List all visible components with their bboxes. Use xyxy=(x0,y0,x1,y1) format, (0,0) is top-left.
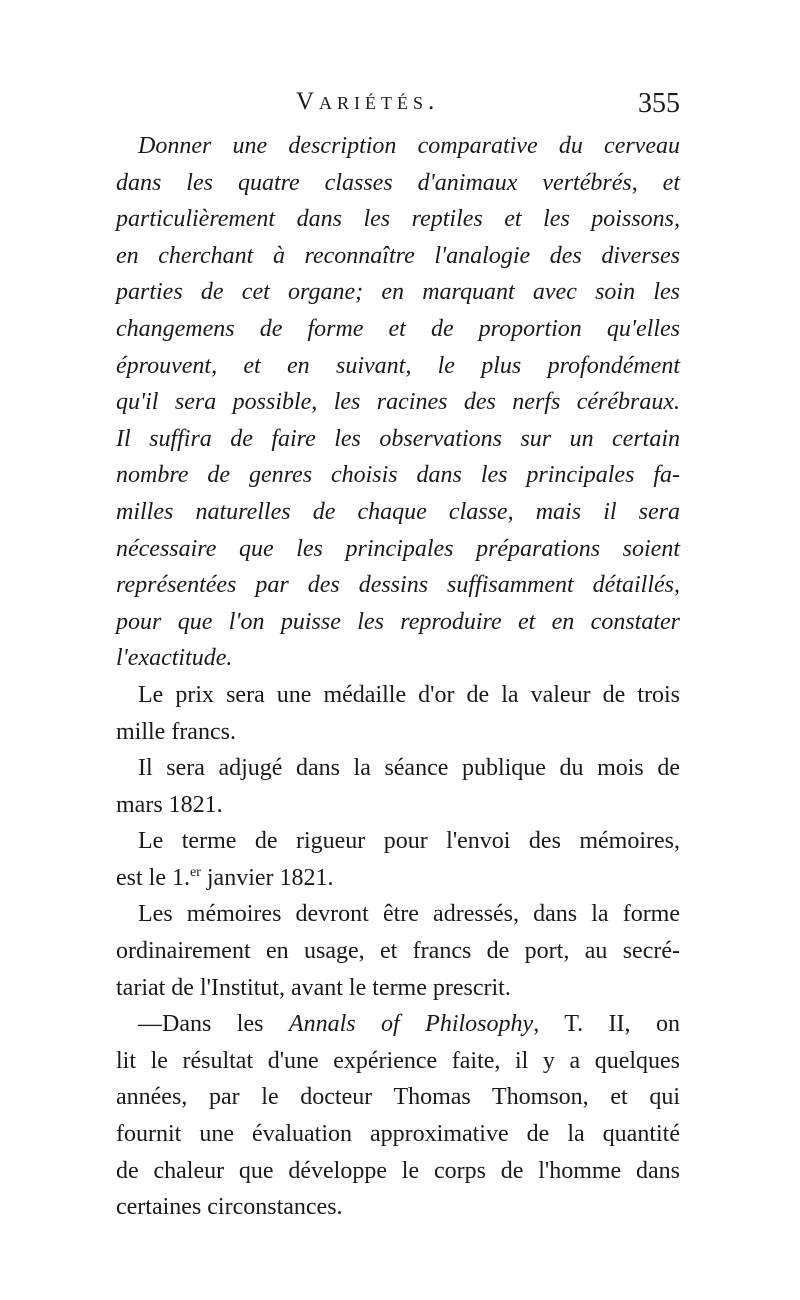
text-line: mars 1821. xyxy=(116,791,223,818)
submission-paragraph xyxy=(116,896,680,1006)
text-line: en cherchant à reconnaître l'analogie des diverses xyxy=(116,242,680,269)
text-line: Il sera adjugé dans la séance publique du mois de xyxy=(138,755,680,782)
text-line: l'exactitude. xyxy=(116,645,233,672)
annals-paragraph xyxy=(116,1006,680,1226)
award-date-paragraph xyxy=(116,750,680,823)
deadline-date-line xyxy=(116,860,680,897)
journal-line-end: , T. II, on xyxy=(533,1011,681,1038)
date-line-start: est le 1. xyxy=(116,864,190,891)
text-line: lit le résultat d'une expérience faite, il y a quelques xyxy=(116,1047,680,1074)
text-line: certaines circonstances. xyxy=(116,1194,343,1221)
text-line: fournit une évaluation approximative de la quantité xyxy=(116,1121,680,1148)
text-line: années, par le docteur Thomas Thomson, et qui xyxy=(116,1084,680,1111)
text-line: changemens de forme et de proportion qu'elles xyxy=(116,315,680,342)
text-line: dans les quatre classes d'animaux vertébrés, et xyxy=(116,169,680,196)
text-line: nécessaire que les principales préparations soient xyxy=(116,535,680,562)
text-line: Donner une description comparative du cerveau xyxy=(138,133,680,159)
text-line: Le prix sera une médaille d'or de la valeur de trois xyxy=(138,681,680,708)
page-number: 355 xyxy=(638,88,680,119)
text-line: tariat de l'Institut, avant le terme prescrit. xyxy=(116,974,511,1001)
text-line: Les mémoires devront être adressés, dans la forme xyxy=(138,901,680,928)
text-line: parties de cet organe; en marquant avec soin les xyxy=(116,279,680,306)
journal-title: Annals of Philosophy xyxy=(288,1011,534,1038)
text-line: ordinairement en usage, et francs de port, au secré- xyxy=(116,938,680,965)
running-title: Variétés. xyxy=(296,88,440,115)
deadline-paragraph xyxy=(116,823,680,896)
page-body xyxy=(116,128,680,1226)
date-line-end: janvier 1821. xyxy=(200,864,334,891)
text-line: de chaleur que développe le corps de l'homme dans xyxy=(116,1157,680,1184)
text-line: Le terme de rigueur pour l'envoi des mémoires, xyxy=(138,828,680,855)
text-line: particulièrement dans les reptiles et les poissons, xyxy=(116,206,680,233)
page-header xyxy=(108,88,680,130)
text-line: mille francs. xyxy=(116,718,236,745)
text-line: éprouvent, et en suivant, le plus profondément xyxy=(116,352,680,379)
prize-value-paragraph xyxy=(116,677,680,750)
text-line: milles naturelles de chaque classe, mais il sera xyxy=(116,498,680,525)
ordinal-superscript: er xyxy=(189,864,201,880)
journal-line-start: —Dans les xyxy=(138,1011,289,1038)
text-line: représentées par des dessins suffisamment détaillés, xyxy=(116,572,680,599)
prize-question-paragraph xyxy=(116,128,680,677)
text-line: nombre de genres choisis dans les principales fa- xyxy=(116,462,680,489)
journal-line xyxy=(116,1006,680,1043)
text-line: qu'il sera possible, les racines des nerfs cérébraux. xyxy=(116,389,680,416)
text-line: pour que l'on puisse les reproduire et en constater xyxy=(116,608,680,635)
text-line: Il suffira de faire les observations sur un certain xyxy=(116,425,680,452)
